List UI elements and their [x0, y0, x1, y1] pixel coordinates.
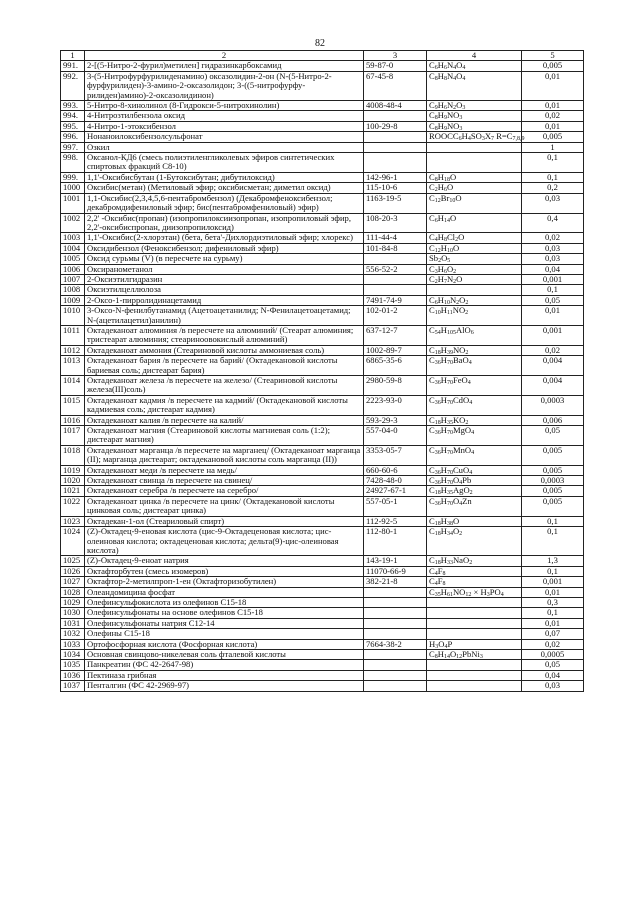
table-row — [61, 132, 584, 142]
row-number: 992. — [61, 71, 85, 100]
formula: $C_4F_8$ — [427, 577, 522, 587]
table-row — [61, 476, 584, 486]
formula: $C_{36}H_{70}CuO_4$ — [427, 465, 522, 475]
formula: $C_6H_{14}O$ — [427, 213, 522, 233]
row-number: 1012 — [61, 345, 85, 355]
substance-name: Октадеканоат аммония (Стеариновой кислоты аммониевая соль) — [85, 345, 364, 355]
row-number: 1002 — [61, 213, 85, 233]
cas-number: 11070-66-9 — [364, 566, 427, 576]
row-number: 1018 — [61, 445, 85, 465]
cas-number — [364, 629, 427, 639]
formula: $C_4H_8Cl_2O$ — [427, 233, 522, 243]
row-number: 998. — [61, 153, 85, 173]
row-number: 1024 — [61, 527, 85, 556]
limit-value: 0,001 — [522, 274, 584, 284]
table-row — [61, 587, 584, 597]
limit-value: 0,005 — [522, 486, 584, 496]
table-row — [61, 295, 584, 305]
cas-number — [364, 597, 427, 607]
table-row — [61, 183, 584, 193]
row-number: 1014 — [61, 376, 85, 396]
cas-number — [364, 670, 427, 680]
row-number: 1034 — [61, 649, 85, 659]
cas-number — [364, 142, 427, 152]
limit-value: 0,006 — [522, 415, 584, 425]
substance-name: Октадеканоат железа /в пересчете на железо/ (Стеариновой кислоты железа(III)соль) — [85, 376, 364, 396]
cas-number: 556-52-2 — [364, 264, 427, 274]
table-row — [61, 670, 584, 680]
table-row — [61, 213, 584, 233]
table-row — [61, 264, 584, 274]
limit-value: 0,04 — [522, 264, 584, 274]
cas-number: 637-12-7 — [364, 325, 427, 345]
limit-value: 0,03 — [522, 681, 584, 691]
cas-number: 7428-48-0 — [364, 476, 427, 486]
limit-value: 0,01 — [522, 71, 584, 100]
formula: $C_6H_{10}N_2O_2$ — [427, 295, 522, 305]
row-number: 1011 — [61, 325, 85, 345]
table-row — [61, 608, 584, 618]
limit-value: 0,07 — [522, 629, 584, 639]
row-number: 1021 — [61, 486, 85, 496]
row-number: 999. — [61, 172, 85, 182]
table-row — [61, 193, 584, 213]
formula: $C_{36}H_{70}FeO_4$ — [427, 376, 522, 396]
substance-name: 4-Нитро-1-этоксибензол — [85, 121, 364, 131]
cas-number: 112-92-5 — [364, 516, 427, 526]
limit-value: 0,01 — [522, 306, 584, 326]
row-number: 994. — [61, 111, 85, 121]
substance-name: Озкил — [85, 142, 364, 152]
row-number: 995. — [61, 121, 85, 131]
formula: $C_{36}H_{70}CdO_4$ — [427, 395, 522, 415]
cas-number — [364, 660, 427, 670]
row-number: 1030 — [61, 608, 85, 618]
formula: $C_6H_6N_4O_4$ — [427, 61, 522, 71]
cas-number: 1163-19-5 — [364, 193, 427, 213]
row-number: 1019 — [61, 465, 85, 475]
limit-value: 0,0003 — [522, 476, 584, 486]
substance-name: 1,1'-Оксибисбутан (1-Бутоксибутан; дибутилоксид) — [85, 172, 364, 182]
limit-value: 0,005 — [522, 132, 584, 142]
substance-name: Октадеканоат цинка /в пересчете на цинк/ (Октадекановой кислоты цинковая соль; дистеарат цинка) — [85, 496, 364, 516]
cas-number — [364, 681, 427, 691]
table-row — [61, 618, 584, 628]
row-number: 1029 — [61, 597, 85, 607]
formula: $C_8H_{18}O$ — [427, 172, 522, 182]
table-row — [61, 426, 584, 446]
limit-value: 0,01 — [522, 101, 584, 111]
limit-value: 0,01 — [522, 618, 584, 628]
limit-value: 0,3 — [522, 597, 584, 607]
substance-name: 1,1-Оксибис(2,3,4,5,6-пентабромбензол) (Декабромфеноксибензол; декабромдифениловый эфир; бис(пентабромфениловый) эфир) — [85, 193, 364, 213]
table-row — [61, 142, 584, 152]
limit-value: 0,03 — [522, 254, 584, 264]
formula: $C_{12}Br_{10}O$ — [427, 193, 522, 213]
table-row — [61, 597, 584, 607]
formula: $C_{36}H_{70}MgO_4$ — [427, 426, 522, 446]
formula: $C_4F_8$ — [427, 566, 522, 576]
table-row — [61, 121, 584, 131]
cas-number — [364, 111, 427, 121]
limit-value: 0,1 — [522, 285, 584, 295]
row-number: 1023 — [61, 516, 85, 526]
row-number: 1001 — [61, 193, 85, 213]
row-number: 1017 — [61, 426, 85, 446]
formula: $C_8H_{14}O_{12}PbNi_3$ — [427, 649, 522, 659]
cas-number: 108-20-3 — [364, 213, 427, 233]
formula: $C_{18}H_{38}O$ — [427, 516, 522, 526]
row-number: 993. — [61, 101, 85, 111]
cas-number: 557-05-1 — [364, 496, 427, 516]
cas-number — [364, 285, 427, 295]
formula: $C_2H_6O$ — [427, 183, 522, 193]
formula — [427, 285, 522, 295]
substance-name: Пенталгин (ФС 42-2969-97) — [85, 681, 364, 691]
limit-value: 0,1 — [522, 516, 584, 526]
table-row — [61, 415, 584, 425]
formula — [427, 153, 522, 173]
limit-value: 0,2 — [522, 183, 584, 193]
table-row — [61, 285, 584, 295]
formula: $C_{12}H_{10}O$ — [427, 243, 522, 253]
table-row — [61, 649, 584, 659]
header-col-5: 5 — [522, 51, 584, 61]
limit-value: 0,005 — [522, 61, 584, 71]
table-row — [61, 306, 584, 326]
row-number: 1015 — [61, 395, 85, 415]
cas-number: 24927-67-1 — [364, 486, 427, 496]
limit-value: 0,1 — [522, 527, 584, 556]
row-number: 1022 — [61, 496, 85, 516]
cas-number: 1002-89-7 — [364, 345, 427, 355]
row-number: 1028 — [61, 587, 85, 597]
limit-value: 1 — [522, 142, 584, 152]
limit-value: 0,001 — [522, 325, 584, 345]
limit-value: 0,03 — [522, 243, 584, 253]
page-number: 82 — [315, 38, 325, 49]
cas-number — [364, 608, 427, 618]
substance-name: Октадеканоат алюминия /в пересчете на алюминий/ (Стеарат алюминия; тристеарат алюминия; стеариноовокислый алюминий) — [85, 325, 364, 345]
limit-value: 0,1 — [522, 608, 584, 618]
row-number: 1025 — [61, 556, 85, 566]
header-col-4: 4 — [427, 51, 522, 61]
row-number: 991. — [61, 61, 85, 71]
table-row — [61, 445, 584, 465]
substance-name: Оксибис(метан) (Метиловый эфир; оксибисметан; диметил оксид) — [85, 183, 364, 193]
formula: $C_{54}H_{105}AlO_6$ — [427, 325, 522, 345]
table-row — [61, 345, 584, 355]
table-row — [61, 356, 584, 376]
substance-name: Октадеканоат магния (Стеариновой кислоты магниевая соль (1:2); дистеарат магния) — [85, 426, 364, 446]
formula: $C_{18}H_{34}O_2$ — [427, 527, 522, 556]
table-row — [61, 556, 584, 566]
cas-number: 382-21-8 — [364, 577, 427, 587]
formula: $C_{36}H_{70}MnO_4$ — [427, 445, 522, 465]
header-col-1: 1 — [61, 51, 85, 61]
limit-value: 0,0003 — [522, 395, 584, 415]
limit-value: 0,4 — [522, 213, 584, 233]
cas-number: 660-60-6 — [364, 465, 427, 475]
table-row — [61, 274, 584, 284]
cas-number: 557-04-0 — [364, 426, 427, 446]
substance-name: 3-(5-Нитрофурфурилиденамино) оксазолидин-2-он (N-(5-Нитро-2-фурфурилиден)-3-амино-2-оксазолидон; 3-((5-нитрофурфу- рилиден)амино)-2-оксазолидинон) — [85, 71, 364, 100]
row-number: 1000 — [61, 183, 85, 193]
table-header-row — [61, 51, 584, 61]
formula: $C_3H_6O_2$ — [427, 264, 522, 274]
row-number: 1013 — [61, 356, 85, 376]
substance-table — [60, 50, 584, 692]
table-row — [61, 681, 584, 691]
row-number: 1008 — [61, 285, 85, 295]
substance-name: Нонаноилоксибензолсульфонат — [85, 132, 364, 142]
substance-name: Октадеканоат серебра /в пересчете на серебро/ — [85, 486, 364, 496]
substance-name: 2-Оксо-1-пирролидинацетамид — [85, 295, 364, 305]
formula — [427, 670, 522, 680]
formula: $C_{18}H_{33}NaO_2$ — [427, 556, 522, 566]
formula: $C_{10}H_{11}NO_2$ — [427, 306, 522, 326]
row-number: 1027 — [61, 577, 85, 587]
substance-name: Октадеканоат бария /в пересчете на барий/ (Октадекановой кислоты бариевая соль; дистеарат бария) — [85, 356, 364, 376]
formula: $C_8H_9NO_3$ — [427, 111, 522, 121]
table-row — [61, 486, 584, 496]
limit-value: 0,005 — [522, 496, 584, 516]
limit-value: 0,05 — [522, 295, 584, 305]
limit-value: 0,001 — [522, 577, 584, 587]
formula — [427, 681, 522, 691]
table-row — [61, 465, 584, 475]
cas-number: 100-29-8 — [364, 121, 427, 131]
limit-value: 0,02 — [522, 639, 584, 649]
substance-name: Октадеканоат кадмия /в пересчете на кадмий/ (Октадекановой кислоты кадмиевая соль; дистеарат кадмия) — [85, 395, 364, 415]
cas-number: 7491-74-9 — [364, 295, 427, 305]
substance-name: 5-Нитро-8-хинолинол (8-Гидрокси-5-нитрохинолин) — [85, 101, 364, 111]
limit-value: 0,01 — [522, 121, 584, 131]
substance-name: Оксидибензол (Феноксибензол; дифениловый эфир) — [85, 243, 364, 253]
cas-number: 112-80-1 — [364, 527, 427, 556]
substance-name: Олеандомицина фосфат — [85, 587, 364, 597]
limit-value: 0,02 — [522, 233, 584, 243]
table-row — [61, 172, 584, 182]
substance-name: 2,2' -Оксибис(пропан) (изопропилоксиизопропан, изопропиловый эфир, 2,2'-оксибиспропан, диизопропилоксид) — [85, 213, 364, 233]
limit-value: 1,3 — [522, 556, 584, 566]
row-number: 1033 — [61, 639, 85, 649]
table-row — [61, 101, 584, 111]
formula — [427, 608, 522, 618]
limit-value: 0,005 — [522, 465, 584, 475]
cas-number: 111-44-4 — [364, 233, 427, 243]
cas-number — [364, 649, 427, 659]
row-number: 1006 — [61, 264, 85, 274]
cas-number: 59-87-0 — [364, 61, 427, 71]
substance-name: Основная свинцово-никелевая соль фталевой кислоты — [85, 649, 364, 659]
formula — [427, 597, 522, 607]
substance-name: Октафторбутен (смесь изомеров) — [85, 566, 364, 576]
formula: $C_{36}H_{70}O_4Pb$ — [427, 476, 522, 486]
substance-name: Ортофосфорная кислота (Фосфорная кислота) — [85, 639, 364, 649]
formula — [427, 142, 522, 152]
row-number: 1016 — [61, 415, 85, 425]
row-number: 996. — [61, 132, 85, 142]
table-row — [61, 395, 584, 415]
formula: $C_9H_6N_2O_3$ — [427, 101, 522, 111]
substance-name: Октадеканоат марганца /в пересчете на марганец/ (Октадеканоат марганца (II); марганца дистеарат; октадекановой кислоты соль марганца (II)) — [85, 445, 364, 465]
table-row — [61, 577, 584, 587]
substance-name: Октафтор-2-метилпроп-1-ен (Октафторизобутилен) — [85, 577, 364, 587]
substance-name: Оксид сурьмы (V) (в пересчете на сурьму) — [85, 254, 364, 264]
cas-number: 67-45-8 — [364, 71, 427, 100]
row-number: 1026 — [61, 566, 85, 576]
cas-number: 7664-38-2 — [364, 639, 427, 649]
limit-value: 0,1 — [522, 566, 584, 576]
row-number: 1010 — [61, 306, 85, 326]
table-row — [61, 376, 584, 396]
row-number: 1037 — [61, 681, 85, 691]
limit-value: 0,1 — [522, 153, 584, 173]
table-row — [61, 243, 584, 253]
limit-value: 0,005 — [522, 445, 584, 465]
table-row — [61, 527, 584, 556]
cas-number — [364, 618, 427, 628]
table-row — [61, 111, 584, 121]
substance-name: Оксиэтилцеллюлоза — [85, 285, 364, 295]
row-number: 1031 — [61, 618, 85, 628]
cas-number: 143-19-1 — [364, 556, 427, 566]
cas-number — [364, 132, 427, 142]
substance-name: 2-Оксиэтилгидразин — [85, 274, 364, 284]
table-row — [61, 566, 584, 576]
substance-name: Олефинсульфонаты на основе олефинов C15-18 — [85, 608, 364, 618]
substance-name: Октадекан-1-ол (Стеариловый спирт) — [85, 516, 364, 526]
limit-value: 0,03 — [522, 193, 584, 213]
cas-number — [364, 153, 427, 173]
substance-name: (Z)-Октадец-9-еноат натрия — [85, 556, 364, 566]
limit-value: 0,004 — [522, 376, 584, 396]
header-col-2: 2 — [85, 51, 364, 61]
limit-value: 0,02 — [522, 111, 584, 121]
substance-name: Октадеканоат калия /в пересчете на калий/ — [85, 415, 364, 425]
limit-value: 0,05 — [522, 660, 584, 670]
substance-name: 4-Нитрозтилбензола оксид — [85, 111, 364, 121]
row-number: 1003 — [61, 233, 85, 243]
formula: $C_8H_8N_4O_4$ — [427, 71, 522, 100]
table-row — [61, 629, 584, 639]
cas-number: 2223-93-0 — [364, 395, 427, 415]
cas-number: 4008-48-4 — [364, 101, 427, 111]
limit-value: 0,1 — [522, 172, 584, 182]
cas-number: 593-29-3 — [364, 415, 427, 425]
row-number: 1005 — [61, 254, 85, 264]
cas-number: 3353-05-7 — [364, 445, 427, 465]
substance-name: Олефины C15-18 — [85, 629, 364, 639]
cas-number: 6865-35-6 — [364, 356, 427, 376]
substance-name: Пектиназа грибная — [85, 670, 364, 680]
formula: $C_{36}H_{70}O_4Zn$ — [427, 496, 522, 516]
substance-name: 2-[(5-Нитро-2-фурил)метилен] гидразинкарбоксамид — [85, 61, 364, 71]
table-row — [61, 639, 584, 649]
formula: $ROOCC_6H_4SO_3X_7$ $R=C_{7,8,9}$ — [427, 132, 522, 142]
cas-number: 101-84-8 — [364, 243, 427, 253]
cas-number: 142-96-1 — [364, 172, 427, 182]
cas-number — [364, 274, 427, 284]
limit-value: 0,004 — [522, 356, 584, 376]
limit-value: 0,05 — [522, 426, 584, 446]
formula — [427, 629, 522, 639]
substance-name: Олефинсульфонаты натрия C12-14 — [85, 618, 364, 628]
formula: $C_{36}H_{70}BaO_4$ — [427, 356, 522, 376]
substance-name: Оксиранометанол — [85, 264, 364, 274]
formula: $C_8H_9NO_3$ — [427, 121, 522, 131]
formula: $C_2H_7N_2O$ — [427, 274, 522, 284]
formula: $C_{35}H_{61}NO_{12} \times H_3PO_4$ — [427, 587, 522, 597]
cas-number: 102-01-2 — [364, 306, 427, 326]
row-number: 1009 — [61, 295, 85, 305]
row-number: 1007 — [61, 274, 85, 284]
substance-name: Олефинсульфокислота из олефинов C15-18 — [85, 597, 364, 607]
row-number: 1020 — [61, 476, 85, 486]
row-number: 1032 — [61, 629, 85, 639]
formula: $C_{18}H_{35}KO_2$ — [427, 415, 522, 425]
limit-value: 0,01 — [522, 587, 584, 597]
formula: $C_{18}H_{39}NO_2$ — [427, 345, 522, 355]
substance-name: Октадеканоат меди /в пересчете на медь/ — [85, 465, 364, 475]
row-number: 1036 — [61, 670, 85, 680]
table-row — [61, 61, 584, 71]
formula — [427, 660, 522, 670]
table-row — [61, 496, 584, 516]
table-row — [61, 233, 584, 243]
table-row — [61, 516, 584, 526]
table-row — [61, 325, 584, 345]
table-row — [61, 153, 584, 173]
substance-name: 3-Оксо-N-фенилбутанамид (Ацетоацетанилид; N-Фенилацетоацетамид; N-(ацетилацетил)анилин) — [85, 306, 364, 326]
cas-number — [364, 254, 427, 264]
table-row — [61, 660, 584, 670]
formula — [427, 618, 522, 628]
limit-value: 0,0005 — [522, 649, 584, 659]
cas-number: 2980-59-8 — [364, 376, 427, 396]
substance-name: Оксанол-КД6 (смесь полиэтиленгликолевых эфиров синтетических спиртовых фракций C8-10) — [85, 153, 364, 173]
substance-name: (Z)-Октадец-9-еновая кислота (цис-9-Октадеценовая кислота; цис-олеиновая кислота; октадеценовая кислота; дельта(9)-цис-олеиновая кислота) — [85, 527, 364, 556]
substance-name: Октадеканоат свинца /в пересчете на свинец/ — [85, 476, 364, 486]
substance-name: Панкреатин (ФС 42-2647-98) — [85, 660, 364, 670]
row-number: 1035 — [61, 660, 85, 670]
limit-value: 0,02 — [522, 345, 584, 355]
row-number: 997. — [61, 142, 85, 152]
limit-value: 0,04 — [522, 670, 584, 680]
cas-number — [364, 587, 427, 597]
formula: $Sb_2O_5$ — [427, 254, 522, 264]
table-row — [61, 254, 584, 264]
table-row — [61, 71, 584, 100]
cas-number: 115-10-6 — [364, 183, 427, 193]
header-col-3: 3 — [364, 51, 427, 61]
formula: $C_{18}H_{35}AgO_2$ — [427, 486, 522, 496]
formula: $H_3O_4P$ — [427, 639, 522, 649]
substance-name: 1,1'-Оксибис(2-хлорэтан) (бета, бета'-Дихлордиэтиловый эфир; хлорекс) — [85, 233, 364, 243]
row-number: 1004 — [61, 243, 85, 253]
